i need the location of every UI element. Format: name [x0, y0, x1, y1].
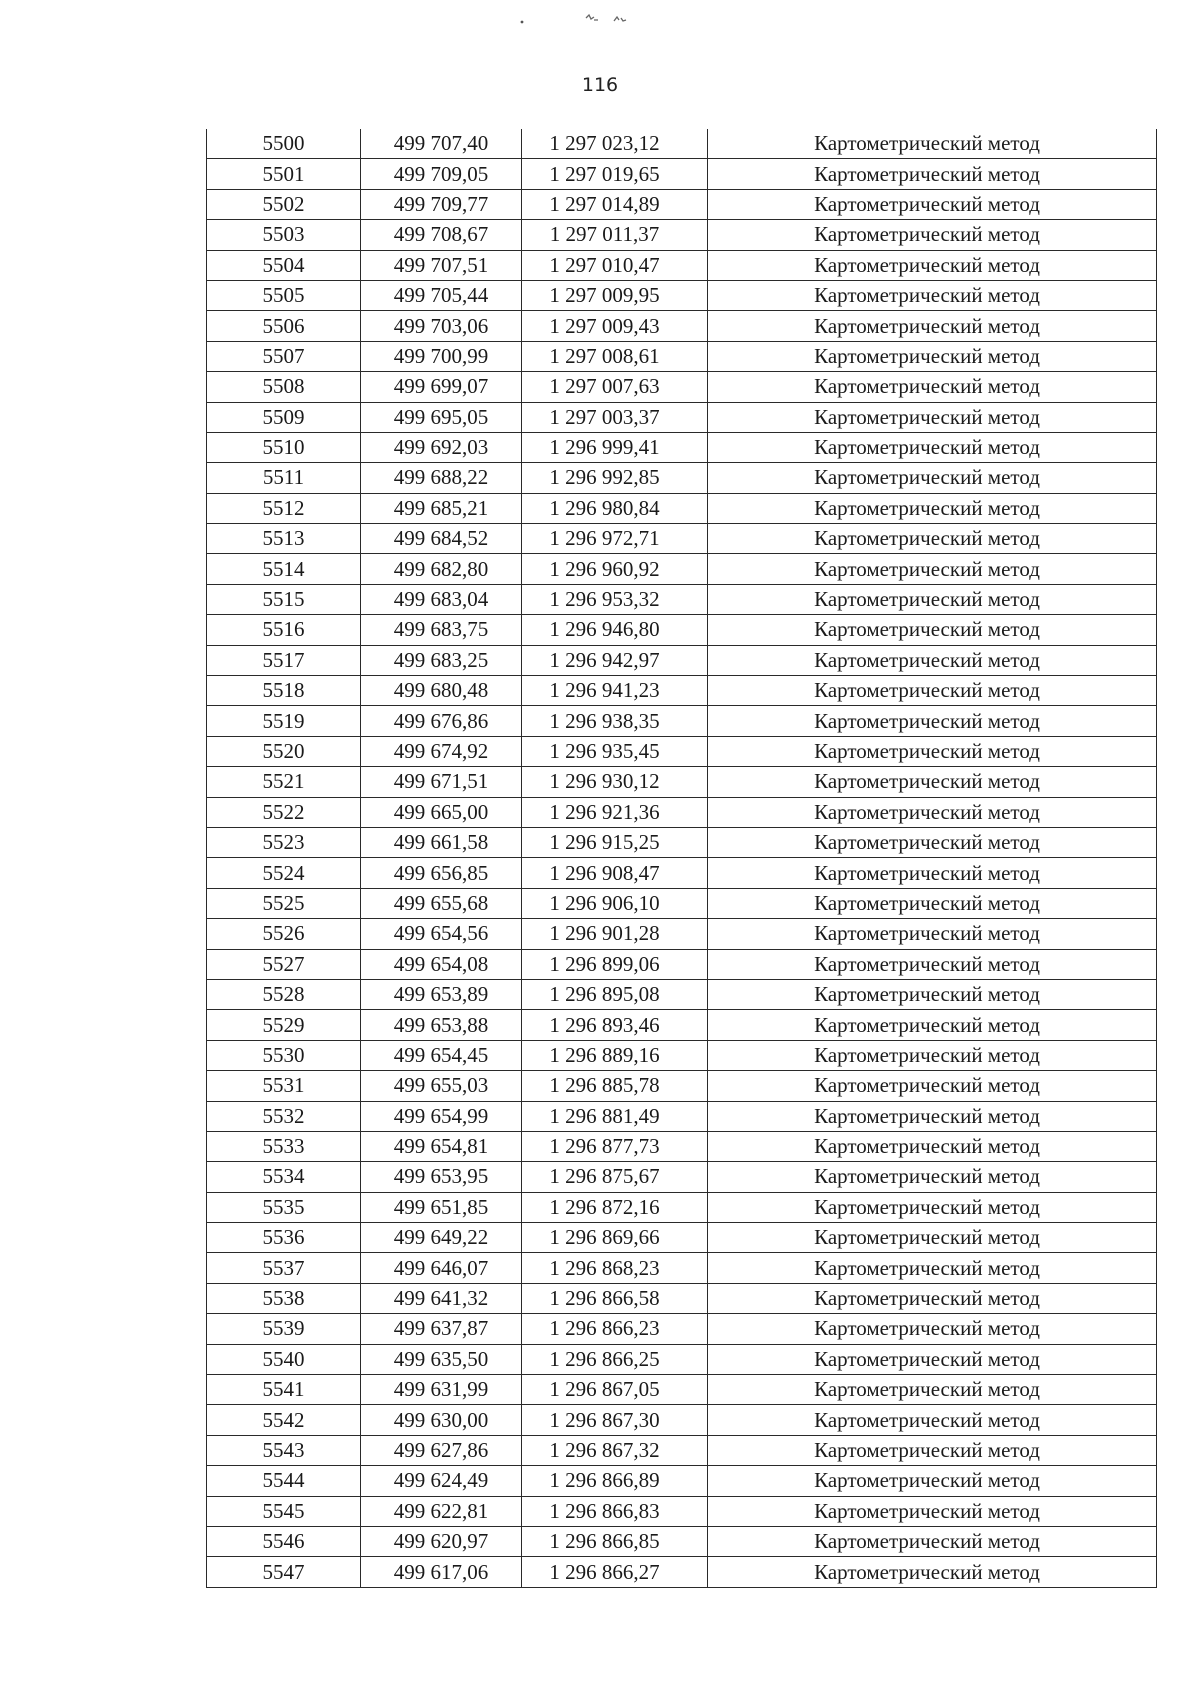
point-number-cell: 5526	[207, 919, 361, 949]
y-coordinate-cell: 1 297 010,47	[522, 250, 708, 280]
scan-artifact-marks	[520, 8, 680, 32]
point-number-cell: 5507	[207, 341, 361, 371]
method-cell: Картометрический метод	[708, 220, 1157, 250]
table-row	[207, 949, 1157, 979]
table-row	[207, 1192, 1157, 1222]
x-coordinate-cell: 499 656,85	[361, 858, 522, 888]
x-coordinate-cell: 499 707,51	[361, 250, 522, 280]
y-coordinate-cell: 1 296 930,12	[522, 767, 708, 797]
method-cell: Картометрический метод	[708, 1496, 1157, 1526]
x-coordinate-cell: 499 624,49	[361, 1466, 522, 1496]
y-coordinate-cell: 1 297 014,89	[522, 189, 708, 219]
point-number-cell: 5529	[207, 1010, 361, 1040]
point-number-cell: 5508	[207, 372, 361, 402]
table-row	[207, 736, 1157, 766]
point-number-cell: 5537	[207, 1253, 361, 1283]
method-cell: Картометрический метод	[708, 767, 1157, 797]
method-cell: Картометрический метод	[708, 645, 1157, 675]
y-coordinate-cell: 1 296 866,25	[522, 1344, 708, 1374]
x-coordinate-cell: 499 620,97	[361, 1526, 522, 1556]
table-row	[207, 372, 1157, 402]
point-number-cell: 5518	[207, 676, 361, 706]
method-cell: Картометрический метод	[708, 311, 1157, 341]
method-cell: Картометрический метод	[708, 280, 1157, 310]
table-row	[207, 1375, 1157, 1405]
y-coordinate-cell: 1 296 980,84	[522, 493, 708, 523]
method-cell: Картометрический метод	[708, 1253, 1157, 1283]
method-cell: Картометрический метод	[708, 1223, 1157, 1253]
y-coordinate-cell: 1 296 953,32	[522, 584, 708, 614]
method-cell: Картометрический метод	[708, 979, 1157, 1009]
table-row	[207, 159, 1157, 189]
method-cell: Картометрический метод	[708, 1557, 1157, 1587]
point-number-cell: 5504	[207, 250, 361, 280]
x-coordinate-cell: 499 649,22	[361, 1223, 522, 1253]
point-number-cell: 5519	[207, 706, 361, 736]
coordinates-table	[206, 129, 1157, 1588]
table-row	[207, 1223, 1157, 1253]
y-coordinate-cell: 1 296 972,71	[522, 524, 708, 554]
method-cell: Картометрический метод	[708, 827, 1157, 857]
point-number-cell: 5544	[207, 1466, 361, 1496]
y-coordinate-cell: 1 296 992,85	[522, 463, 708, 493]
table-row	[207, 280, 1157, 310]
coordinates-table-body	[207, 129, 1157, 1587]
y-coordinate-cell: 1 296 915,25	[522, 827, 708, 857]
x-coordinate-cell: 499 655,68	[361, 888, 522, 918]
y-coordinate-cell: 1 296 868,23	[522, 1253, 708, 1283]
point-number-cell: 5531	[207, 1071, 361, 1101]
y-coordinate-cell: 1 296 866,85	[522, 1526, 708, 1556]
point-number-cell: 5509	[207, 402, 361, 432]
y-coordinate-cell: 1 296 867,05	[522, 1375, 708, 1405]
table-row	[207, 1344, 1157, 1374]
method-cell: Картометрический метод	[708, 949, 1157, 979]
y-coordinate-cell: 1 297 003,37	[522, 402, 708, 432]
y-coordinate-cell: 1 296 901,28	[522, 919, 708, 949]
x-coordinate-cell: 499 685,21	[361, 493, 522, 523]
point-number-cell: 5534	[207, 1162, 361, 1192]
y-coordinate-cell: 1 296 867,30	[522, 1405, 708, 1435]
x-coordinate-cell: 499 671,51	[361, 767, 522, 797]
table-row	[207, 827, 1157, 857]
point-number-cell: 5539	[207, 1314, 361, 1344]
point-number-cell: 5520	[207, 736, 361, 766]
y-coordinate-cell: 1 296 999,41	[522, 432, 708, 462]
x-coordinate-cell: 499 683,75	[361, 615, 522, 645]
x-coordinate-cell: 499 707,40	[361, 129, 522, 159]
method-cell: Картометрический метод	[708, 432, 1157, 462]
point-number-cell: 5523	[207, 827, 361, 857]
x-coordinate-cell: 499 641,32	[361, 1283, 522, 1313]
x-coordinate-cell: 499 676,86	[361, 706, 522, 736]
point-number-cell: 5525	[207, 888, 361, 918]
x-coordinate-cell: 499 709,77	[361, 189, 522, 219]
x-coordinate-cell: 499 688,22	[361, 463, 522, 493]
table-row	[207, 888, 1157, 918]
point-number-cell: 5532	[207, 1101, 361, 1131]
method-cell: Картометрический метод	[708, 372, 1157, 402]
x-coordinate-cell: 499 683,25	[361, 645, 522, 675]
table-row	[207, 1131, 1157, 1161]
table-row	[207, 1466, 1157, 1496]
x-coordinate-cell: 499 705,44	[361, 280, 522, 310]
method-cell: Картометрический метод	[708, 554, 1157, 584]
method-cell: Картометрический метод	[708, 1405, 1157, 1435]
x-coordinate-cell: 499 635,50	[361, 1344, 522, 1374]
y-coordinate-cell: 1 296 938,35	[522, 706, 708, 736]
y-coordinate-cell: 1 296 866,23	[522, 1314, 708, 1344]
table-row	[207, 1040, 1157, 1070]
x-coordinate-cell: 499 654,56	[361, 919, 522, 949]
method-cell: Картометрический метод	[708, 1283, 1157, 1313]
point-number-cell: 5501	[207, 159, 361, 189]
method-cell: Картометрический метод	[708, 584, 1157, 614]
point-number-cell: 5514	[207, 554, 361, 584]
x-coordinate-cell: 499 653,88	[361, 1010, 522, 1040]
method-cell: Картометрический метод	[708, 1344, 1157, 1374]
y-coordinate-cell: 1 296 881,49	[522, 1101, 708, 1131]
y-coordinate-cell: 1 296 893,46	[522, 1010, 708, 1040]
point-number-cell: 5536	[207, 1223, 361, 1253]
y-coordinate-cell: 1 296 941,23	[522, 676, 708, 706]
method-cell: Картометрический метод	[708, 888, 1157, 918]
point-number-cell: 5535	[207, 1192, 361, 1222]
point-number-cell: 5543	[207, 1435, 361, 1465]
method-cell: Картометрический метод	[708, 736, 1157, 766]
table-row	[207, 767, 1157, 797]
y-coordinate-cell: 1 296 885,78	[522, 1071, 708, 1101]
table-row	[207, 645, 1157, 675]
method-cell: Картометрический метод	[708, 1192, 1157, 1222]
y-coordinate-cell: 1 296 866,89	[522, 1466, 708, 1496]
method-cell: Картометрический метод	[708, 463, 1157, 493]
method-cell: Картометрический метод	[708, 706, 1157, 736]
table-row	[207, 1526, 1157, 1556]
y-coordinate-cell: 1 296 889,16	[522, 1040, 708, 1070]
y-coordinate-cell: 1 296 942,97	[522, 645, 708, 675]
method-cell: Картометрический метод	[708, 129, 1157, 159]
point-number-cell: 5511	[207, 463, 361, 493]
x-coordinate-cell: 499 709,05	[361, 159, 522, 189]
point-number-cell: 5516	[207, 615, 361, 645]
method-cell: Картометрический метод	[708, 1162, 1157, 1192]
x-coordinate-cell: 499 684,52	[361, 524, 522, 554]
table-row	[207, 493, 1157, 523]
table-row	[207, 1071, 1157, 1101]
y-coordinate-cell: 1 296 869,66	[522, 1223, 708, 1253]
method-cell: Картометрический метод	[708, 1131, 1157, 1161]
table-row	[207, 676, 1157, 706]
y-coordinate-cell: 1 296 960,92	[522, 554, 708, 584]
page-number: 116	[581, 74, 619, 96]
table-row	[207, 402, 1157, 432]
point-number-cell: 5506	[207, 311, 361, 341]
y-coordinate-cell: 1 297 009,95	[522, 280, 708, 310]
method-cell: Картометрический метод	[708, 1435, 1157, 1465]
point-number-cell: 5530	[207, 1040, 361, 1070]
table-row	[207, 250, 1157, 280]
table-row	[207, 1314, 1157, 1344]
y-coordinate-cell: 1 296 877,73	[522, 1131, 708, 1161]
table-row	[207, 919, 1157, 949]
point-number-cell: 5542	[207, 1405, 361, 1435]
method-cell: Картометрический метод	[708, 858, 1157, 888]
y-coordinate-cell: 1 296 906,10	[522, 888, 708, 918]
y-coordinate-cell: 1 297 008,61	[522, 341, 708, 371]
table-row	[207, 979, 1157, 1009]
x-coordinate-cell: 499 699,07	[361, 372, 522, 402]
y-coordinate-cell: 1 297 019,65	[522, 159, 708, 189]
x-coordinate-cell: 499 703,06	[361, 311, 522, 341]
point-number-cell: 5533	[207, 1131, 361, 1161]
point-number-cell: 5513	[207, 524, 361, 554]
table-row	[207, 1557, 1157, 1587]
point-number-cell: 5540	[207, 1344, 361, 1374]
method-cell: Картометрический метод	[708, 1101, 1157, 1131]
x-coordinate-cell: 499 637,87	[361, 1314, 522, 1344]
method-cell: Картометрический метод	[708, 189, 1157, 219]
y-coordinate-cell: 1 297 009,43	[522, 311, 708, 341]
table-row	[207, 189, 1157, 219]
method-cell: Картометрический метод	[708, 1040, 1157, 1070]
method-cell: Картометрический метод	[708, 1314, 1157, 1344]
y-coordinate-cell: 1 296 866,27	[522, 1557, 708, 1587]
table-row	[207, 797, 1157, 827]
x-coordinate-cell: 499 661,58	[361, 827, 522, 857]
x-coordinate-cell: 499 708,67	[361, 220, 522, 250]
point-number-cell: 5503	[207, 220, 361, 250]
point-number-cell: 5500	[207, 129, 361, 159]
table-row	[207, 615, 1157, 645]
x-coordinate-cell: 499 617,06	[361, 1557, 522, 1587]
point-number-cell: 5524	[207, 858, 361, 888]
point-number-cell: 5547	[207, 1557, 361, 1587]
table-row	[207, 432, 1157, 462]
table-row	[207, 220, 1157, 250]
point-number-cell: 5515	[207, 584, 361, 614]
table-row	[207, 1496, 1157, 1526]
point-number-cell: 5521	[207, 767, 361, 797]
method-cell: Картометрический метод	[708, 159, 1157, 189]
table-row	[207, 341, 1157, 371]
table-row	[207, 584, 1157, 614]
point-number-cell: 5512	[207, 493, 361, 523]
table-row	[207, 463, 1157, 493]
y-coordinate-cell: 1 296 866,83	[522, 1496, 708, 1526]
x-coordinate-cell: 499 682,80	[361, 554, 522, 584]
table-row	[207, 554, 1157, 584]
y-coordinate-cell: 1 296 872,16	[522, 1192, 708, 1222]
x-coordinate-cell: 499 646,07	[361, 1253, 522, 1283]
method-cell: Картометрический метод	[708, 615, 1157, 645]
method-cell: Картометрический метод	[708, 524, 1157, 554]
point-number-cell: 5538	[207, 1283, 361, 1313]
method-cell: Картометрический метод	[708, 919, 1157, 949]
x-coordinate-cell: 499 680,48	[361, 676, 522, 706]
point-number-cell: 5502	[207, 189, 361, 219]
y-coordinate-cell: 1 296 867,32	[522, 1435, 708, 1465]
x-coordinate-cell: 499 655,03	[361, 1071, 522, 1101]
x-coordinate-cell: 499 622,81	[361, 1496, 522, 1526]
method-cell: Картометрический метод	[708, 341, 1157, 371]
y-coordinate-cell: 1 297 023,12	[522, 129, 708, 159]
x-coordinate-cell: 499 654,99	[361, 1101, 522, 1131]
y-coordinate-cell: 1 296 935,45	[522, 736, 708, 766]
point-number-cell: 5510	[207, 432, 361, 462]
method-cell: Картометрический метод	[708, 1526, 1157, 1556]
y-coordinate-cell: 1 296 866,58	[522, 1283, 708, 1313]
point-number-cell: 5546	[207, 1526, 361, 1556]
method-cell: Картометрический метод	[708, 1466, 1157, 1496]
x-coordinate-cell: 499 692,03	[361, 432, 522, 462]
y-coordinate-cell: 1 296 908,47	[522, 858, 708, 888]
x-coordinate-cell: 499 665,00	[361, 797, 522, 827]
point-number-cell: 5545	[207, 1496, 361, 1526]
x-coordinate-cell: 499 674,92	[361, 736, 522, 766]
table-row	[207, 129, 1157, 159]
point-number-cell: 5528	[207, 979, 361, 1009]
x-coordinate-cell: 499 654,81	[361, 1131, 522, 1161]
method-cell: Картометрический метод	[708, 797, 1157, 827]
y-coordinate-cell: 1 297 011,37	[522, 220, 708, 250]
x-coordinate-cell: 499 683,04	[361, 584, 522, 614]
table-row	[207, 1435, 1157, 1465]
y-coordinate-cell: 1 296 946,80	[522, 615, 708, 645]
point-number-cell: 5527	[207, 949, 361, 979]
table-row	[207, 1010, 1157, 1040]
y-coordinate-cell: 1 296 895,08	[522, 979, 708, 1009]
table-row	[207, 706, 1157, 736]
x-coordinate-cell: 499 695,05	[361, 402, 522, 432]
table-row	[207, 858, 1157, 888]
x-coordinate-cell: 499 653,95	[361, 1162, 522, 1192]
x-coordinate-cell: 499 654,08	[361, 949, 522, 979]
point-number-cell: 5522	[207, 797, 361, 827]
method-cell: Картометрический метод	[708, 250, 1157, 280]
method-cell: Картометрический метод	[708, 1375, 1157, 1405]
x-coordinate-cell: 499 627,86	[361, 1435, 522, 1465]
method-cell: Картометрический метод	[708, 1071, 1157, 1101]
method-cell: Картометрический метод	[708, 493, 1157, 523]
table-row	[207, 311, 1157, 341]
x-coordinate-cell: 499 653,89	[361, 979, 522, 1009]
method-cell: Картометрический метод	[708, 1010, 1157, 1040]
table-row	[207, 524, 1157, 554]
table-row	[207, 1405, 1157, 1435]
point-number-cell: 5541	[207, 1375, 361, 1405]
x-coordinate-cell: 499 654,45	[361, 1040, 522, 1070]
point-number-cell: 5517	[207, 645, 361, 675]
x-coordinate-cell: 499 630,00	[361, 1405, 522, 1435]
y-coordinate-cell: 1 297 007,63	[522, 372, 708, 402]
x-coordinate-cell: 499 651,85	[361, 1192, 522, 1222]
y-coordinate-cell: 1 296 899,06	[522, 949, 708, 979]
table-row	[207, 1283, 1157, 1313]
method-cell: Картометрический метод	[708, 676, 1157, 706]
y-coordinate-cell: 1 296 921,36	[522, 797, 708, 827]
y-coordinate-cell: 1 296 875,67	[522, 1162, 708, 1192]
table-row	[207, 1101, 1157, 1131]
table-row	[207, 1162, 1157, 1192]
method-cell: Картометрический метод	[708, 402, 1157, 432]
point-number-cell: 5505	[207, 280, 361, 310]
table-row	[207, 1253, 1157, 1283]
x-coordinate-cell: 499 700,99	[361, 341, 522, 371]
x-coordinate-cell: 499 631,99	[361, 1375, 522, 1405]
